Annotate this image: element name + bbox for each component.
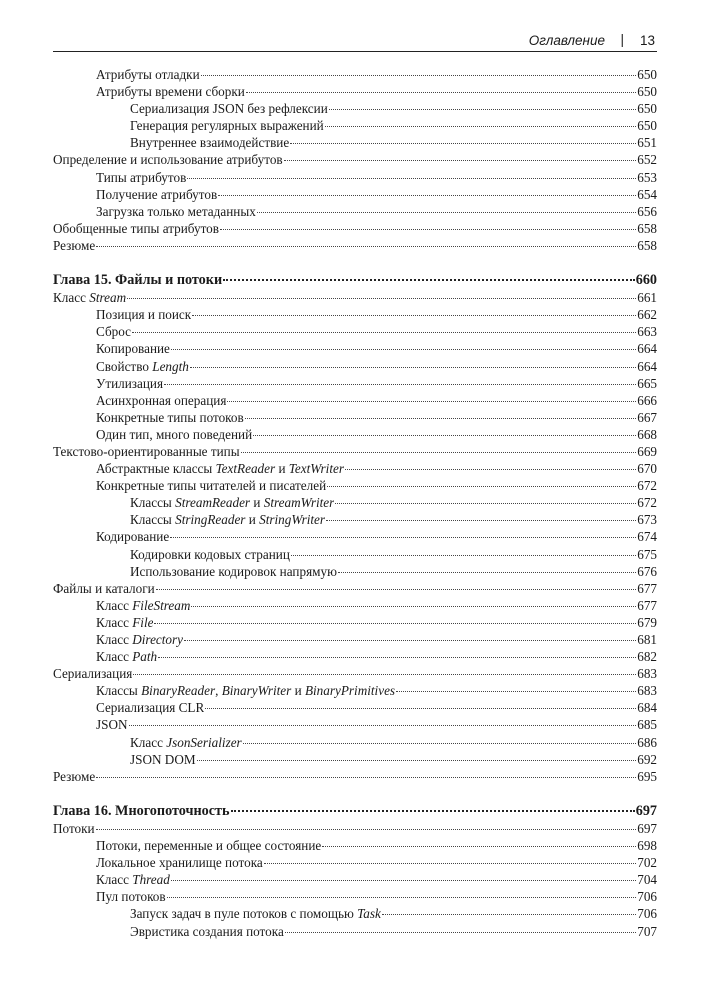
- toc-entry-title: [130, 117, 324, 134]
- toc-dot-leader: [96, 246, 636, 247]
- toc-entry: [53, 100, 657, 117]
- toc-dot-leader: [187, 178, 636, 179]
- toc-entry-title-italic-part: Length: [152, 358, 189, 374]
- toc-entry-title-part: и: [245, 512, 260, 528]
- toc-entry-title: [96, 83, 245, 100]
- toc-page-number: 654: [637, 186, 657, 202]
- toc-dot-leader: [171, 880, 636, 881]
- toc-dot-leader: [284, 160, 637, 161]
- toc-entry-title: [130, 494, 334, 511]
- toc-page-number: 692: [637, 751, 657, 767]
- toc-dot-leader: [164, 384, 636, 385]
- toc-entry-title: [53, 237, 95, 254]
- toc-entry-title: [96, 854, 263, 871]
- toc-entry-title-part: Определение и использование атрибутов: [53, 152, 283, 168]
- toc-entry: [53, 665, 657, 682]
- toc-page-number: 663: [637, 324, 657, 340]
- toc-entry-title: [96, 871, 170, 888]
- toc-entry-title-italic-part: TextWriter: [288, 461, 344, 477]
- toc-entry-title: [53, 768, 95, 785]
- toc-entry: [53, 923, 657, 940]
- toc-entry-title: [96, 716, 128, 733]
- toc-page-number: 656: [637, 203, 657, 219]
- toc-entry-title-italic-part: StringReader: [175, 512, 246, 528]
- toc-entry: [53, 220, 657, 237]
- toc-page-number: 681: [637, 632, 657, 647]
- toc-entry-title-part: Асинхронная операция: [96, 392, 227, 408]
- toc-page-number: 660: [635, 272, 657, 289]
- toc-entry-title: [96, 358, 189, 375]
- toc-page-number: 667: [637, 409, 657, 425]
- toc-entry: [53, 186, 657, 203]
- toc-entry-title: [96, 426, 252, 443]
- book-page: [53, 29, 657, 940]
- toc-entry-title-italic-part: TextReader: [215, 461, 276, 477]
- toc-dot-leader: [133, 674, 636, 675]
- toc-entry: [53, 871, 657, 888]
- toc-entry: [53, 699, 657, 716]
- toc-dot-leader: [167, 897, 637, 898]
- toc-dot-leader: [129, 725, 637, 726]
- toc-entry: [53, 392, 657, 409]
- running-header: [53, 29, 657, 52]
- toc-entry: [53, 905, 657, 922]
- toc-entry-title: [53, 803, 230, 820]
- toc-entry-title-part: Утилизация: [96, 375, 164, 391]
- toc-entry: [53, 237, 657, 254]
- toc-entry-title: [96, 409, 244, 426]
- toc-page-number: 661: [637, 290, 657, 306]
- toc-entry-title: [96, 186, 217, 203]
- page-number: 13: [639, 33, 655, 48]
- toc-dot-leader: [170, 537, 636, 538]
- toc-entry: [53, 682, 657, 699]
- toc-entry: [53, 134, 657, 151]
- toc-entry: [53, 631, 657, 648]
- toc-entry-title: [130, 546, 290, 563]
- toc-page-number: 675: [637, 546, 657, 562]
- toc-entry-title-part: Классы: [130, 512, 176, 528]
- toc-dot-leader: [291, 555, 636, 556]
- toc-page-number: 682: [637, 649, 657, 665]
- toc-dot-leader: [335, 503, 636, 504]
- toc-entry-title: [96, 888, 166, 905]
- toc-entry-title-italic-part: FileStream: [132, 597, 191, 613]
- toc-entry: [53, 375, 657, 392]
- toc-entry-title-part: и: [250, 495, 264, 511]
- toc-entry: [53, 837, 657, 854]
- toc-dot-leader: [245, 418, 636, 419]
- toc-entry-title-italic-part: Directory: [132, 632, 184, 647]
- toc-entry-title-part: Локальное хранилище потока: [96, 855, 263, 871]
- toc-entry-title: [96, 631, 183, 648]
- toc-page-number: 683: [637, 683, 657, 699]
- toc-entry-title: [96, 614, 153, 631]
- toc-dot-leader: [127, 298, 636, 299]
- toc-entry-title: [96, 306, 191, 323]
- toc-page-number: 669: [637, 443, 657, 459]
- toc-entry-title: [96, 460, 344, 477]
- toc-entry: [53, 358, 657, 375]
- toc-entry-title-part: Сериализация JSON без рефлексии: [130, 101, 328, 117]
- toc-entry-title: [96, 597, 190, 614]
- toc-entry-title-part: Конкретные типы читателей и писателей: [96, 478, 327, 494]
- toc-entry: [53, 751, 657, 768]
- toc-page-number: 665: [637, 375, 657, 391]
- toc-page-number: 658: [637, 220, 657, 236]
- toc-page-number: 706: [637, 889, 657, 905]
- toc-dot-leader: [246, 92, 636, 93]
- toc-entry-title-italic-part: StreamWriter: [263, 495, 335, 511]
- toc-entry: [53, 117, 657, 134]
- toc-entry-title: [53, 272, 222, 289]
- toc-entry-title-part: Запуск задач в пуле потоков с помощью: [130, 906, 358, 922]
- toc-entry: [53, 716, 657, 733]
- toc-entry-title: [130, 134, 289, 151]
- toc-entry: [53, 528, 657, 545]
- toc-page-number: 672: [637, 495, 657, 511]
- toc-entry: [53, 460, 657, 477]
- toc-page-number: 650: [637, 67, 657, 82]
- toc-entry-title-part: Текстово-ориентированные типы: [53, 443, 240, 459]
- toc-page-number: 704: [637, 872, 657, 888]
- toc-page-number: 684: [637, 700, 657, 716]
- toc-dot-leader: [326, 520, 636, 521]
- toc-entry-title: [96, 699, 204, 716]
- toc-entry: [53, 426, 657, 443]
- toc-page-number: 698: [637, 838, 657, 854]
- toc-entry-title: [96, 528, 169, 545]
- toc-entry-title-italic-part: BinaryWriter: [221, 683, 292, 699]
- toc-entry-title-part: Абстрактные классы: [96, 461, 216, 477]
- toc-entry: [53, 820, 657, 837]
- toc-entry: [53, 648, 657, 665]
- toc-entry-title-part: Генерация регулярных выражений: [130, 118, 324, 134]
- toc-entry-title-part: Кодировки кодовых страниц: [130, 546, 290, 562]
- toc-entry-title: [130, 563, 337, 580]
- toc-entry: [53, 854, 657, 871]
- toc-page-number: 668: [637, 426, 657, 442]
- toc-entry-title-part: Глава 15. Файлы и потоки: [53, 272, 223, 289]
- toc-dot-leader: [264, 863, 636, 864]
- toc-entry: [53, 546, 657, 563]
- toc-entry-title: [96, 682, 395, 699]
- toc-entry: [53, 768, 657, 785]
- toc-entry-title-italic-part: File: [132, 614, 154, 630]
- toc-dot-leader: [218, 195, 636, 196]
- toc-entry-title-part: Классы: [96, 683, 142, 699]
- toc-entry-title-part: Получение атрибутов: [96, 186, 218, 202]
- toc-entry-title: [96, 169, 186, 186]
- toc-entry: [53, 323, 657, 340]
- toc-entry: [53, 563, 657, 580]
- toc-dot-leader: [190, 367, 636, 368]
- toc-entry-title: [53, 289, 126, 306]
- toc-entry-title-part: Копирование: [96, 341, 170, 357]
- toc-entry-title-part: Сброс: [96, 324, 132, 340]
- toc-entry-title-part: Классы: [130, 495, 176, 511]
- toc-entry: [53, 477, 657, 494]
- toc-entry-title-part: ,: [215, 683, 222, 699]
- toc-entry-title-part: Атрибуты времени сборки: [96, 84, 245, 100]
- toc-entry: [53, 511, 657, 528]
- toc-entry-title: [53, 820, 95, 837]
- running-header-title: Оглавление: [528, 33, 605, 48]
- running-header-separator: |: [620, 32, 624, 47]
- toc-entry: [53, 169, 657, 186]
- toc-entry-title-part: JSON: [96, 717, 128, 733]
- toc-dot-leader: [154, 623, 636, 624]
- toc-page-number: 673: [637, 512, 657, 528]
- toc-entry-title-part: Внутреннее взаимодействие: [130, 135, 290, 151]
- toc-entry-title-part: Сериализация: [53, 666, 133, 682]
- toc-dot-leader: [241, 452, 637, 453]
- toc-entry-title-part: Класс: [96, 872, 133, 888]
- toc-dot-leader: [285, 932, 636, 933]
- toc-entry: [53, 151, 657, 168]
- toc-dot-leader: [257, 212, 636, 213]
- toc-entry-title-part: Резюме: [53, 768, 96, 784]
- toc-page-number: 651: [637, 135, 657, 151]
- toc-page-number: 686: [637, 734, 657, 750]
- toc-dot-leader: [325, 126, 636, 127]
- toc-entry-title-part: Свойство: [96, 358, 153, 374]
- toc-entry: [53, 443, 657, 460]
- toc-entry-title-italic-part: Task: [357, 906, 381, 922]
- toc-page-number: 653: [637, 169, 657, 185]
- toc-entry-title-italic-part: BinaryReader: [141, 683, 216, 699]
- toc-entry-title-part: Использование кодировок напрямую: [130, 563, 337, 579]
- toc-entry-title: [96, 837, 321, 854]
- toc-page-number: 662: [637, 307, 657, 323]
- toc-entry: [53, 306, 657, 323]
- toc-entry-title-part: Загрузка только метаданных: [96, 203, 256, 219]
- toc-entry-title-italic-part: JsonSerializer: [166, 734, 242, 750]
- toc-entry-title-italic-part: StringWriter: [259, 512, 326, 528]
- toc-entry-title-italic-part: Stream: [89, 290, 127, 306]
- toc-entry-title: [53, 151, 283, 168]
- toc-dot-leader: [158, 657, 636, 658]
- toc-dot-leader: [184, 640, 636, 641]
- toc-entry-title-part: Файлы и каталоги: [53, 580, 155, 596]
- toc-dot-leader: [223, 279, 635, 281]
- toc-page-number: 677: [637, 597, 657, 613]
- toc-dot-leader: [205, 708, 636, 709]
- toc-dot-leader: [96, 829, 637, 830]
- toc-page-number: 664: [637, 341, 657, 357]
- toc-entry: [53, 494, 657, 511]
- toc-entry-title: [96, 66, 200, 83]
- toc-entry-title-part: Глава 16. Многопоточность: [53, 802, 230, 819]
- toc-entry-title: [130, 923, 284, 940]
- toc-dot-leader: [156, 589, 637, 590]
- toc-page-number: 707: [637, 923, 657, 939]
- toc-dot-leader: [322, 846, 636, 847]
- toc-entry-title: [96, 203, 256, 220]
- toc-dot-leader: [231, 810, 635, 812]
- toc-dot-leader: [243, 743, 637, 744]
- toc-dot-leader: [382, 914, 636, 915]
- toc-page-number: 658: [637, 237, 657, 253]
- toc-entry-title-part: и: [291, 683, 305, 699]
- toc-entry-title-part: Один тип, много поведений: [96, 426, 253, 442]
- toc-entry-title: [130, 905, 381, 922]
- toc-entry-title-part: Потоки, переменные и общее состояние: [96, 838, 322, 854]
- toc-page-number: 670: [637, 461, 657, 477]
- toc-dot-leader: [396, 691, 636, 692]
- toc-entry-title-part: Атрибуты отладки: [96, 67, 200, 82]
- toc-entry-title-part: Пул потоков: [96, 889, 166, 905]
- toc-entry-title: [130, 100, 328, 117]
- toc-entry-title-italic-part: Thread: [132, 872, 170, 888]
- toc-page-number: 679: [637, 614, 657, 630]
- table-of-contents: [53, 66, 657, 940]
- toc-entry-title-part: Класс: [96, 597, 133, 613]
- toc-entry-title-part: и: [275, 461, 289, 477]
- toc-entry-title-part: Класс: [53, 290, 90, 306]
- toc-entry-title: [96, 477, 326, 494]
- toc-entry-title-part: Сериализация CLR: [96, 700, 205, 716]
- toc-page-number: 706: [637, 906, 657, 922]
- toc-entry: [53, 203, 657, 220]
- toc-entry-title-part: Класс: [130, 734, 167, 750]
- toc-dot-leader: [132, 332, 636, 333]
- toc-entry-title-part: Эвристика создания потока: [130, 923, 284, 939]
- toc-entry: [53, 340, 657, 357]
- toc-chapter-heading: [53, 272, 657, 289]
- toc-entry-title-part: Класс: [96, 632, 133, 647]
- toc-entry-title: [96, 375, 163, 392]
- toc-dot-leader: [220, 229, 636, 230]
- toc-entry-title: [96, 340, 170, 357]
- toc-entry: [53, 888, 657, 905]
- toc-entry-title-italic-part: BinaryPrimitives: [304, 683, 396, 699]
- toc-page-number: 695: [637, 768, 657, 784]
- toc-entry-title-part: Типы атрибутов: [96, 169, 187, 185]
- toc-page-number: 677: [637, 580, 657, 596]
- toc-dot-leader: [201, 75, 637, 76]
- toc-page-number: 676: [637, 563, 657, 579]
- toc-dot-leader: [192, 315, 636, 316]
- toc-page-number: 652: [637, 152, 657, 168]
- toc-entry: [53, 614, 657, 631]
- toc-page-number: 650: [637, 101, 657, 117]
- toc-entry-title-italic-part: StreamReader: [175, 495, 251, 511]
- toc-dot-leader: [227, 401, 636, 402]
- toc-chapter-heading: [53, 803, 657, 820]
- toc-entry: [53, 66, 657, 83]
- toc-entry-title-part: Позиция и поиск: [96, 307, 192, 323]
- toc-entry: [53, 597, 657, 614]
- toc-entry-title: [53, 665, 132, 682]
- toc-dot-leader: [338, 572, 636, 573]
- toc-entry-title: [96, 392, 226, 409]
- toc-dot-leader: [191, 606, 636, 607]
- toc-entry-title: [130, 734, 242, 751]
- toc-page-number: 702: [637, 855, 657, 871]
- toc-entry: [53, 734, 657, 751]
- toc-entry-title: [130, 511, 325, 528]
- toc-entry-title: [96, 323, 131, 340]
- toc-entry-title: [53, 580, 155, 597]
- toc-entry-title-part: Резюме: [53, 237, 96, 253]
- toc-page-number: 672: [637, 478, 657, 494]
- toc-entry-title-part: JSON DOM: [130, 751, 196, 767]
- toc-page-number: 674: [637, 529, 657, 545]
- toc-page-number: 650: [637, 118, 657, 134]
- toc-page-number: 697: [637, 820, 657, 836]
- toc-dot-leader: [290, 143, 636, 144]
- toc-dot-leader: [329, 109, 636, 110]
- toc-entry: [53, 580, 657, 597]
- toc-dot-leader: [327, 486, 636, 487]
- toc-dot-leader: [197, 760, 637, 761]
- toc-page-number: 685: [637, 717, 657, 733]
- toc-dot-leader: [253, 435, 636, 436]
- toc-entry-title: [53, 220, 219, 237]
- toc-page-number: 650: [637, 84, 657, 100]
- toc-page-number: 697: [635, 802, 657, 819]
- toc-entry-title-part: Класс: [96, 614, 133, 630]
- toc-entry: [53, 83, 657, 100]
- toc-dot-leader: [96, 777, 636, 778]
- toc-entry: [53, 289, 657, 306]
- toc-dot-leader: [345, 469, 636, 470]
- toc-entry-title-italic-part: Path: [132, 649, 158, 665]
- toc-entry-title-part: Кодирование: [96, 529, 170, 545]
- toc-entry-title-part: Конкретные типы потоков: [96, 409, 244, 425]
- toc-entry-title: [96, 648, 157, 665]
- toc-entry-title-part: Потоки: [53, 820, 95, 836]
- toc-entry: [53, 409, 657, 426]
- toc-dot-leader: [171, 349, 636, 350]
- toc-page-number: 666: [637, 392, 657, 408]
- toc-entry-title: [130, 751, 196, 768]
- toc-entry-title-part: Обобщенные типы атрибутов: [53, 220, 220, 236]
- toc-entry-title: [53, 443, 240, 460]
- toc-entry-title-part: Класс: [96, 649, 133, 665]
- toc-page-number: 683: [637, 666, 657, 682]
- toc-page-number: 664: [637, 358, 657, 374]
